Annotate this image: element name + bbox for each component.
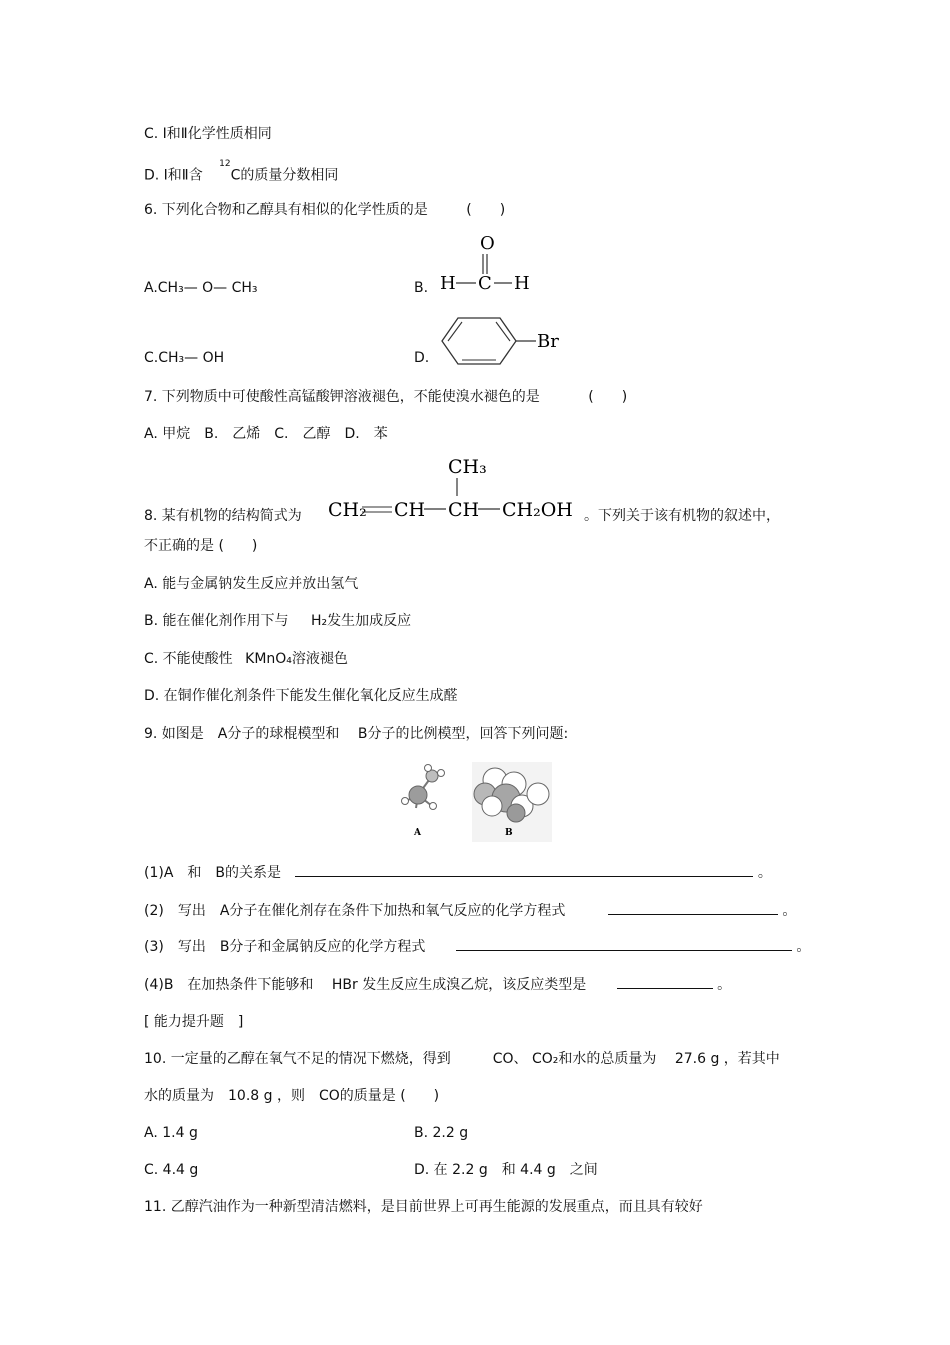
formaldehyde-c: C <box>478 273 492 294</box>
q8-option-c-kmno4: KMnO₄ <box>245 651 292 667</box>
q8-struct-ch2: CH₂ <box>328 499 367 521</box>
q9-part1-end: 。 <box>757 865 772 881</box>
q7-stem-text: 7. 下列物质中可使酸性高锰酸钾溶液褪色，不能使溴水褪色的是 <box>144 389 540 405</box>
q7-stem <box>144 388 627 406</box>
q9-part3 <box>144 937 810 956</box>
q6-option-a-formula: CH₃— O— CH₃ <box>157 280 258 296</box>
ball-stick-model-a <box>402 765 445 839</box>
q9-part1-text: (1)A 和 B的关系是 <box>144 865 282 881</box>
q6-bracket: ( ) <box>466 202 506 218</box>
q6-option-c-label: C. <box>144 350 159 366</box>
q5-option-d-isotope: 12 <box>219 159 231 169</box>
q10-stem-line2: 水的质量为 10.8 g ，则 CO的质量是 ( ) <box>144 1088 440 1104</box>
q9-part3-end: 。 <box>796 939 811 955</box>
q5-option-d-rest: C的质量分数相同 <box>230 167 339 184</box>
q6-stem-text: 6. 下列化合物和乙醇具有相似的化学性质的是 <box>144 202 428 218</box>
formaldehyde-structure <box>436 230 536 296</box>
q8-structure <box>326 452 584 526</box>
q8-option-c <box>144 650 348 668</box>
q9-molecule-models <box>388 760 558 844</box>
q8-struct-ch3: CH₃ <box>448 456 487 478</box>
q8-option-b-h2: H₂ <box>310 613 328 629</box>
q8-stem-line2: 不正确的是 ( ) <box>144 538 258 554</box>
bromobenzene-br: Br <box>537 331 559 352</box>
q6-option-c-formula: CH₃— OH <box>158 350 225 366</box>
q9-part3-answer-blank[interactable] <box>456 937 792 951</box>
q8-stem-post: 。下列关于该有机物的叙述中， <box>584 508 780 524</box>
formaldehyde-o: O <box>480 233 495 254</box>
q9-stem: 9. 如图是 A分子的球棍模型和 B分子的比例模型，回答下列问题: <box>144 726 569 742</box>
q8-option-c-rest: 溶液褪色 <box>291 651 348 667</box>
q8-stem-text: 8. 某有机物的结构简式为 <box>144 508 302 524</box>
formaldehyde-h-right: H <box>514 273 530 294</box>
q8-struct-ch-a: CH <box>394 499 426 521</box>
q6-option-b-label: B. <box>414 280 429 296</box>
q9-part3-text: (3) 写出 B分子和金属钠反应的化学方程式 <box>144 939 426 955</box>
formaldehyde-h-left: H <box>440 273 456 294</box>
q5-option-d-text: D. Ⅰ和Ⅱ含 <box>144 167 203 184</box>
q5-option-d <box>144 159 339 185</box>
q8-option-c-text: C. 不能使酸性 <box>144 651 233 667</box>
q8-option-a: A. 能与金属钠发生反应并放出氢气 <box>144 576 359 592</box>
q6-option-c <box>144 349 224 367</box>
q8-struct-ch2oh: CH₂OH <box>502 499 573 521</box>
q9-part4-answer-blank[interactable] <box>617 975 713 989</box>
space-filling-model-b <box>472 762 552 842</box>
q9-part2 <box>144 901 796 920</box>
q9-part2-end: 。 <box>782 903 797 919</box>
q7-options: A. 甲烷 B. 乙烯 C. 乙醇 D. 苯 <box>144 426 388 442</box>
q9-part4-end: 。 <box>717 977 732 993</box>
q10-option-b: B. 2.2 g <box>414 1125 469 1141</box>
bromobenzene-structure <box>434 312 566 368</box>
q6-option-a-label: A. <box>144 280 158 296</box>
q6-option-a <box>144 279 258 297</box>
q9-part1-answer-blank[interactable] <box>295 863 753 877</box>
q9-part4 <box>144 975 731 994</box>
q10-option-c: C. 4.4 g <box>144 1162 199 1178</box>
q8-option-b <box>144 612 411 630</box>
q8-option-b-rest: 发生加成反应 <box>327 613 412 629</box>
model-a-label: A <box>414 828 421 838</box>
q10-option-a: A. 1.4 g <box>144 1125 198 1141</box>
q8-option-d: D. 在铜作催化剂条件下能发生催化氧化反应生成醛 <box>144 688 458 704</box>
q9-part2-text: (2) 写出 A分子在催化剂存在条件下加热和氧气反应的化学方程式 <box>144 903 566 919</box>
section-heading: [ 能力提升题 ] <box>144 1014 244 1030</box>
q8-struct-ch-b: CH <box>448 499 480 521</box>
q8-option-b-text: B. 能在催化剂作用下与 <box>144 613 289 629</box>
q7-bracket: ( ) <box>588 389 628 405</box>
q9-part1 <box>144 863 772 882</box>
model-b-label: B <box>505 828 513 838</box>
q5-option-c: C. Ⅰ和Ⅱ化学性质相同 <box>144 126 272 142</box>
q9-part2-answer-blank[interactable] <box>608 901 778 915</box>
q10-stem-line1: 10. 一定量的乙醇在氧气不足的情况下燃烧，得到 CO、 CO₂和水的总质量为 27.6 g ，若其中 <box>144 1051 780 1067</box>
q6-stem <box>144 201 505 219</box>
q9-part4-text: (4)B 在加热条件下能够和 HBr 发生反应生成溴乙烷，该反应类型是 <box>144 977 587 993</box>
q11-stem: 11. 乙醇汽油作为一种新型清洁燃料，是目前世界上可再生能源的发展重点，而且具有较好 <box>144 1199 703 1215</box>
q6-option-d-label: D. <box>414 350 430 366</box>
q10-option-d: D. 在 2.2 g 和 4.4 g 之间 <box>414 1162 598 1178</box>
